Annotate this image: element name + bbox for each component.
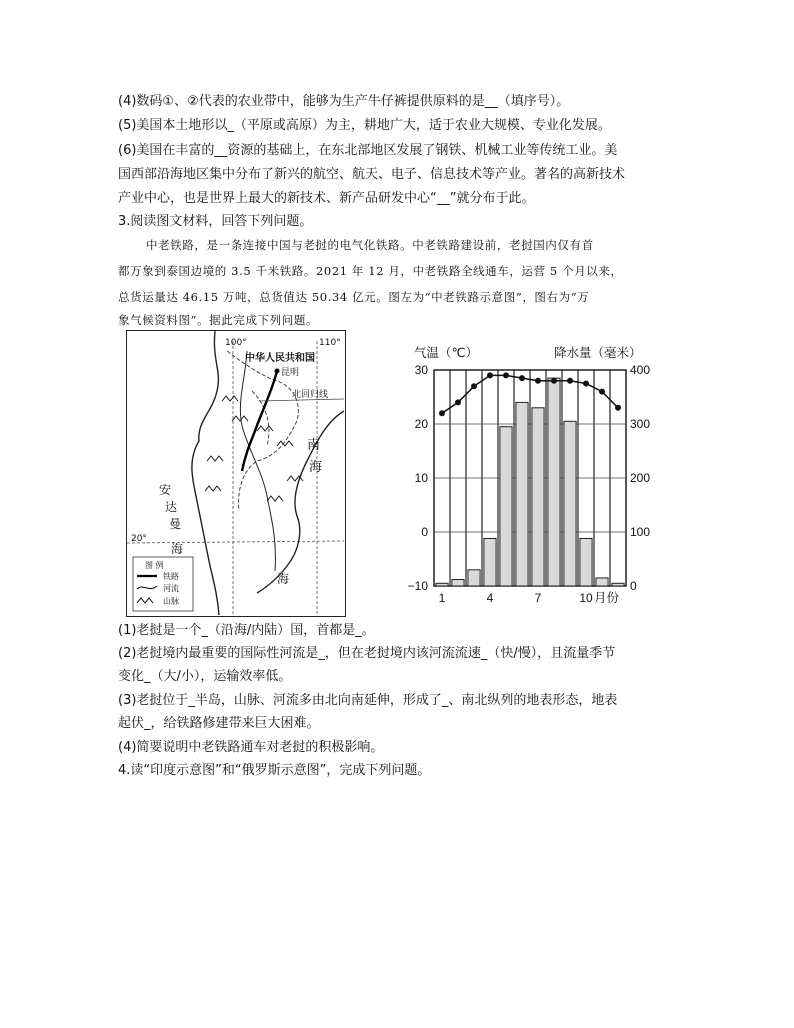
- temperature-point: [503, 372, 509, 378]
- kunming-label: 昆明: [281, 368, 300, 378]
- map-legend: [133, 557, 193, 611]
- andaman-label-3: 曼: [169, 517, 182, 531]
- precip-tick-label: 100: [630, 525, 651, 539]
- legend-river-label: 河流: [163, 584, 179, 593]
- temperature-point: [615, 405, 621, 411]
- railway-line: [242, 371, 277, 471]
- precip-bar: [612, 583, 624, 586]
- temp-tick-label: 30: [414, 363, 428, 377]
- tropic-label: 北回归线: [292, 390, 329, 400]
- temp-tick-label: −10: [407, 579, 428, 593]
- lat-20-label: 20°: [131, 534, 147, 544]
- temperature-point: [567, 378, 573, 384]
- precip-bar: [500, 427, 512, 586]
- precip-tick-label: 0: [630, 579, 637, 593]
- temp-axis-title: 气温（℃）: [414, 345, 479, 360]
- month-tick-label: 7: [534, 591, 542, 605]
- precip-tick-label: 400: [630, 363, 651, 377]
- temperature-point: [455, 399, 461, 405]
- question-4-title: 4.读“印度示意图”和“俄罗斯示意图”，完成下列问题。: [118, 763, 431, 778]
- legend-rail-label: 铁路: [163, 572, 179, 581]
- month-tick-label: 4: [486, 591, 494, 605]
- passage-line-2: 都万象到泰国边境的 3.5 千米铁路。2021 年 12 月，中老铁路全线通车，运营 5 个月以来，: [118, 264, 623, 278]
- kunming-dot: [275, 369, 280, 374]
- sub-question-3-line-1: (3)老挝位于_半岛，山脉、河流多由北向南延伸，形成了_、南北纵列的地表形态，地表: [118, 693, 618, 708]
- temperature-point: [471, 383, 477, 389]
- temp-tick-label: 0: [421, 525, 428, 539]
- precip-bar: [564, 421, 576, 586]
- x-axis-title: 月份: [594, 590, 620, 605]
- temp-tick-label: 10: [414, 471, 428, 485]
- q4-line: (4)数码①、②代表的农业带中，能够为生产牛仔裤提供原料的是__（填序号）。: [118, 94, 570, 109]
- q6-line-3: 产业中心，也是世界上最大的新技术、新产品研发中心“__”就分布于此。: [118, 191, 535, 206]
- question-3-title: 3.阅读图文材料，回答下列问题。: [118, 214, 313, 229]
- andaman-label-1: 安: [159, 483, 172, 497]
- andaman-label-2: 达: [165, 500, 178, 514]
- legend-title: 图 例: [145, 561, 164, 570]
- temperature-point: [519, 375, 525, 381]
- railway-map: [126, 330, 346, 617]
- sub-question-1: (1)老挝是一个_（沿海/内陆）国，首都是_。: [118, 623, 375, 638]
- q5-line: (5)美国本土地形以_（平原或高原）为主，耕地广大，适于农业大规模、专业化发展。: [118, 118, 611, 133]
- precip-bar: [484, 538, 496, 586]
- precip-bar: [516, 402, 528, 586]
- precip-bar: [452, 580, 464, 586]
- precip-tick-label: 200: [630, 471, 651, 485]
- temperature-point: [535, 378, 541, 384]
- temperature-point: [487, 372, 493, 378]
- precip-bar: [468, 570, 480, 586]
- sub-question-4: (4)简要说明中老铁路通车对老挝的积极影响。: [118, 740, 384, 755]
- sub-question-2-line-1: (2)老挝境内最重要的国际性河流是_，但在老挝境内该河流流速_（快/慢），且流量季节: [118, 646, 616, 661]
- mountain-symbols: [205, 396, 303, 501]
- precip-axis-title: 降水量（毫米）: [554, 345, 642, 360]
- andaman-label-4: 海: [171, 542, 184, 556]
- temperature-point: [439, 410, 445, 416]
- passage-line-3: 总货运量达 46.15 万吨，总货值达 50.34 亿元。图左为“中老铁路示意图”，图右为“万: [118, 290, 590, 304]
- precip-bar: [436, 583, 448, 586]
- temperature-point: [599, 389, 605, 395]
- legend-mountain-label: 山脉: [163, 597, 179, 606]
- q6-line-2: 国西部沿海地区集中分布了新兴的航空、航天、电子、信息技术等产业。著名的高新技术: [118, 167, 626, 182]
- lon-110-label: 110°: [319, 338, 341, 348]
- month-tick-label: 10: [579, 591, 593, 605]
- temp-tick-label: 20: [414, 417, 428, 431]
- china-label: 中华人民共和国: [245, 353, 315, 364]
- precip-tick-label: 300: [630, 417, 651, 431]
- precip-bar: [548, 378, 560, 586]
- climate-chart: [398, 340, 670, 622]
- passage-line-1: 中老铁路，是一条连接中国与老挝的电气化铁路。中老铁路建设前，老挝国内仅有首: [146, 238, 594, 252]
- q6-line-1: (6)美国在丰富的__资源的基础上，在东北部地区发展了钢铁、机械工业等传统工业。美: [118, 143, 618, 158]
- sub-question-2-line-2: 变化_（大/小），运输效率低。: [118, 669, 292, 684]
- precip-bar: [596, 578, 608, 586]
- precip-bar: [532, 408, 544, 586]
- precip-bar: [580, 538, 592, 586]
- month-tick-label: 1: [438, 591, 446, 605]
- south-sea-label-2: 海: [309, 460, 323, 475]
- passage-line-4: 象气候资料图”。据此完成下列问题。: [118, 313, 319, 327]
- sea-char-label: 海: [277, 572, 290, 586]
- south-sea-label-1: 南: [307, 438, 321, 453]
- lon-100-label: 100°: [225, 338, 247, 348]
- temperature-point: [551, 378, 557, 384]
- temperature-point: [583, 381, 589, 387]
- sub-question-3-line-2: 起伏_，给铁路修建带来巨大困难。: [118, 716, 320, 731]
